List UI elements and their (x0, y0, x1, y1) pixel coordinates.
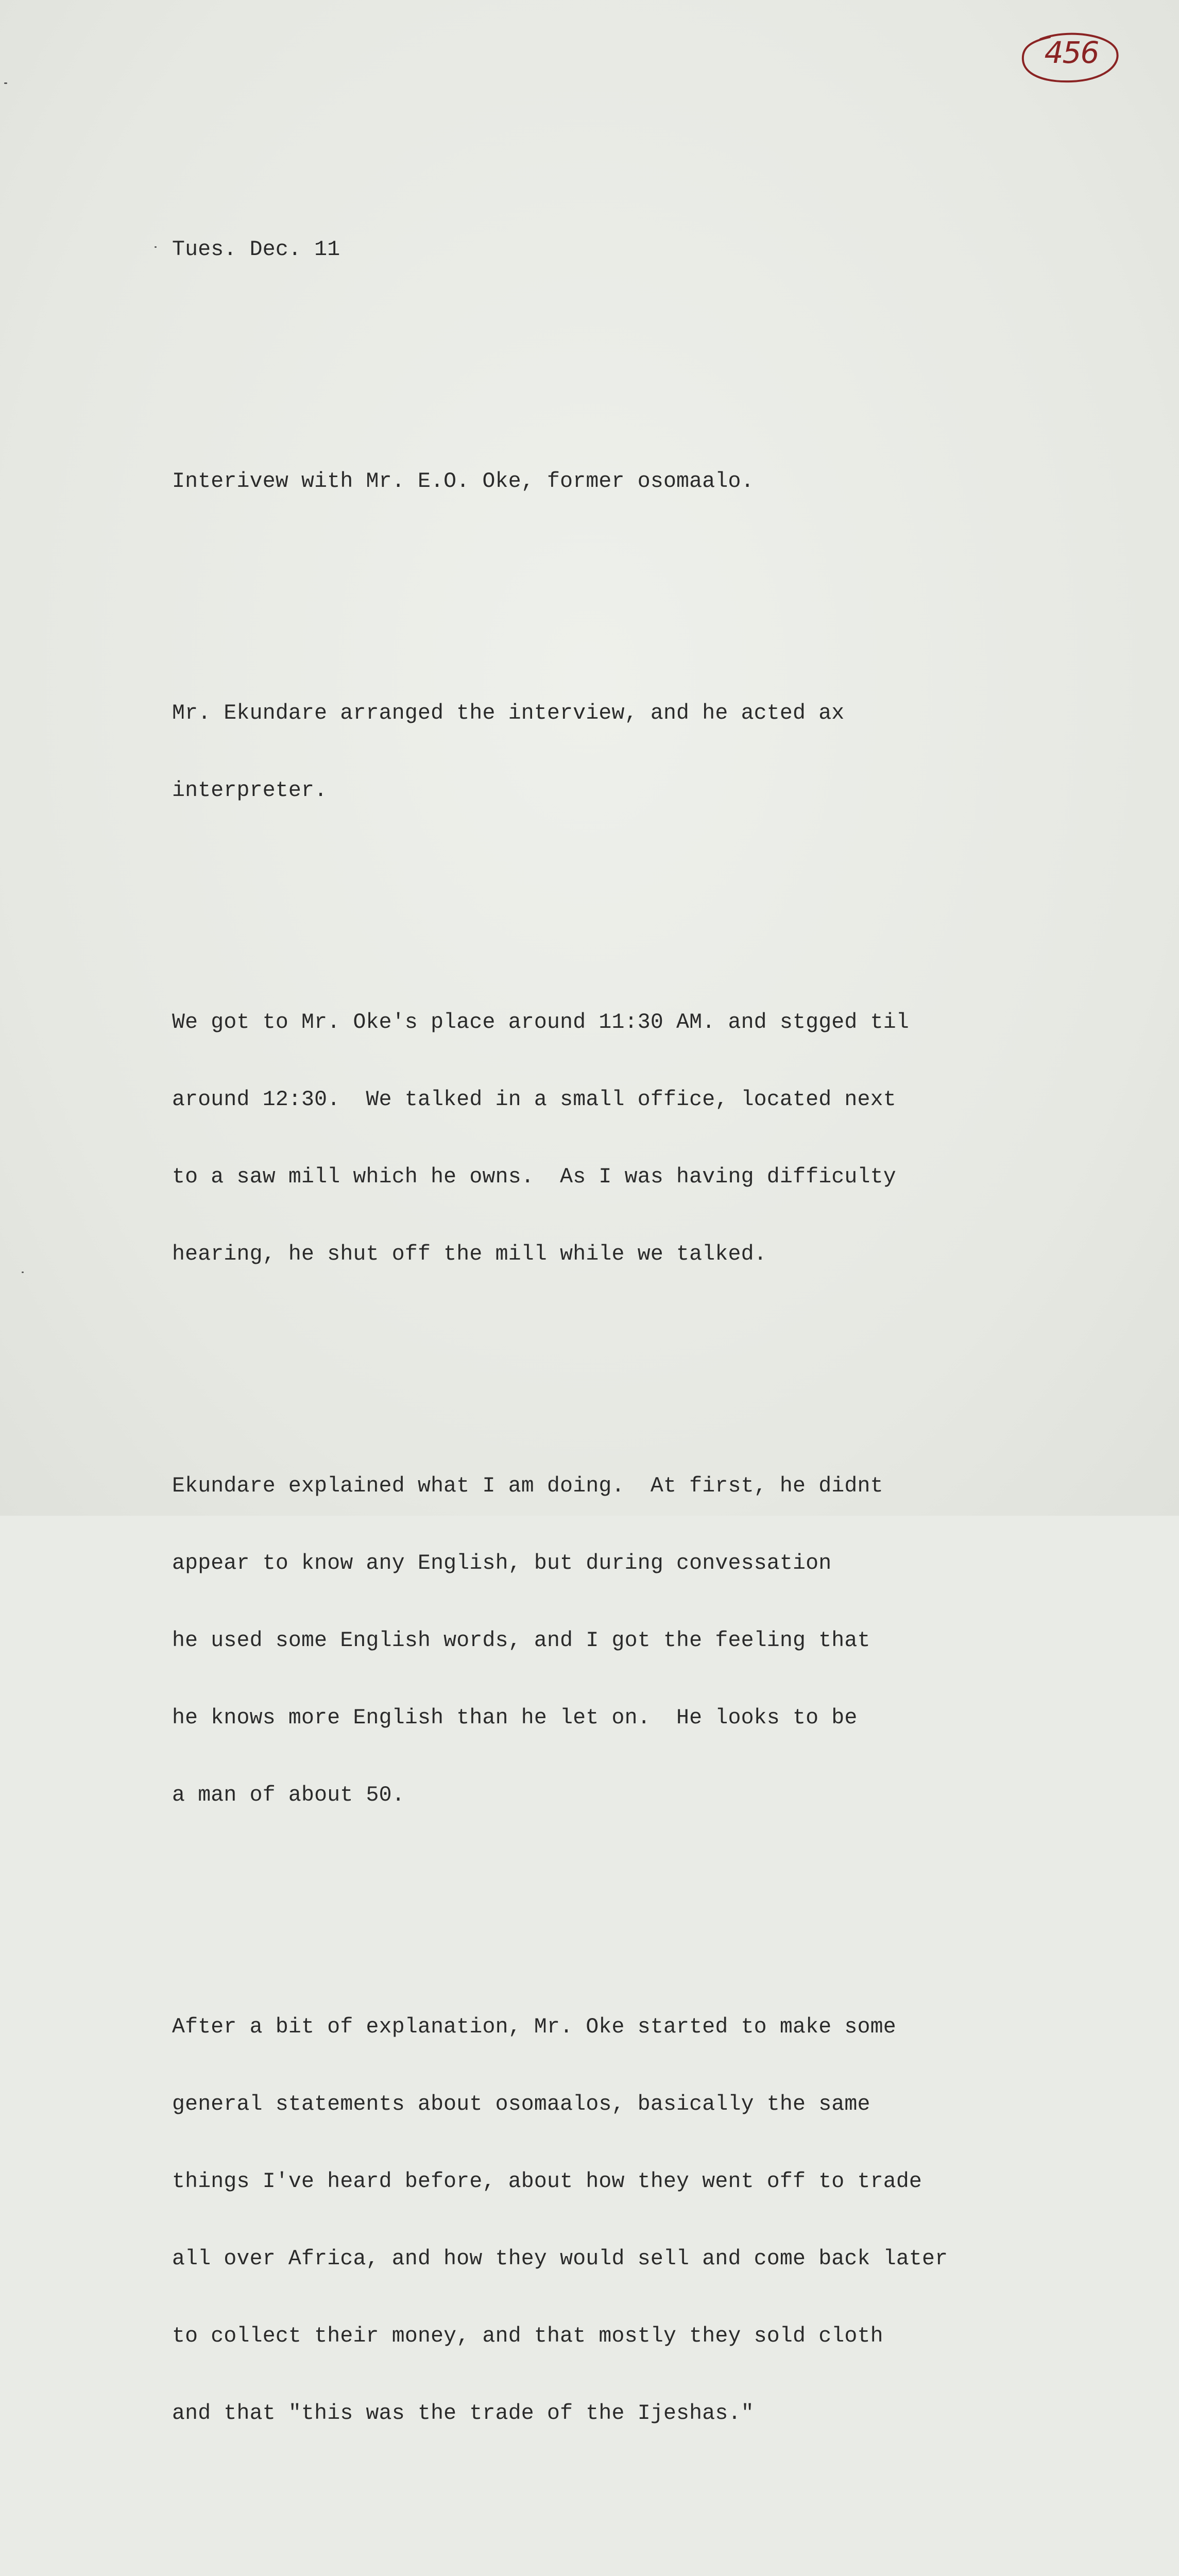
paragraph (172, 649, 1151, 855)
text-line: Tues. Dec. 11 (172, 238, 340, 262)
text-line: Interivew with Mr. E.O. Oke, former osomaalo. (172, 469, 754, 494)
typed-text-body (172, 108, 1151, 2576)
paragraph (172, 958, 1151, 1319)
text-line: he knows more English than he let on. He looks to be (172, 1706, 858, 1730)
text-line: things I've heard before, about how they went off to trade (172, 2170, 922, 2194)
paper-speck (22, 1272, 24, 1273)
text-line: around 12:30. We talked in a small office, located next (172, 1088, 896, 1112)
text-line: Mr. Ekundare arranged the interview, and he acted ax (172, 701, 845, 725)
text-line: general statements about osomaalos, basically the same (172, 2092, 870, 2116)
text-line: all over Africa, and how they would sell and come back later (172, 2247, 948, 2271)
text-line: We got to Mr. Oke's place around 11:30 AM. and stgged til (172, 1010, 909, 1035)
paragraph (172, 1963, 1151, 2478)
text-line: interpreter. (172, 778, 328, 803)
paragraph (172, 1422, 1151, 1860)
paper-speck (155, 246, 157, 248)
text-line: he used some English words, and I got the feeling that (172, 1629, 870, 1653)
page-number-text: 456 (1044, 35, 1099, 70)
paper-speck (4, 82, 7, 84)
text-line: appear to know any English, but during convessation (172, 1551, 832, 1575)
text-line: After a bit of explanation, Mr. Oke started to make some (172, 2015, 896, 2039)
date-heading (172, 185, 1151, 314)
text-line: to collect their money, and that mostly they sold cloth (172, 2324, 883, 2348)
text-line: hearing, he shut off the mill while we talked. (172, 1242, 767, 1266)
interview-title (172, 417, 1151, 546)
text-line: Ekundare explained what I am doing. At first, he didnt (172, 1474, 883, 1498)
text-line: a man of about 50. (172, 1783, 405, 1807)
text-line: and that "this was the trade of the Ijeshas." (172, 2401, 754, 2426)
text-line: to a saw mill which he owns. As I was having difficulty (172, 1165, 896, 1189)
page-number-stamp (1020, 30, 1123, 87)
